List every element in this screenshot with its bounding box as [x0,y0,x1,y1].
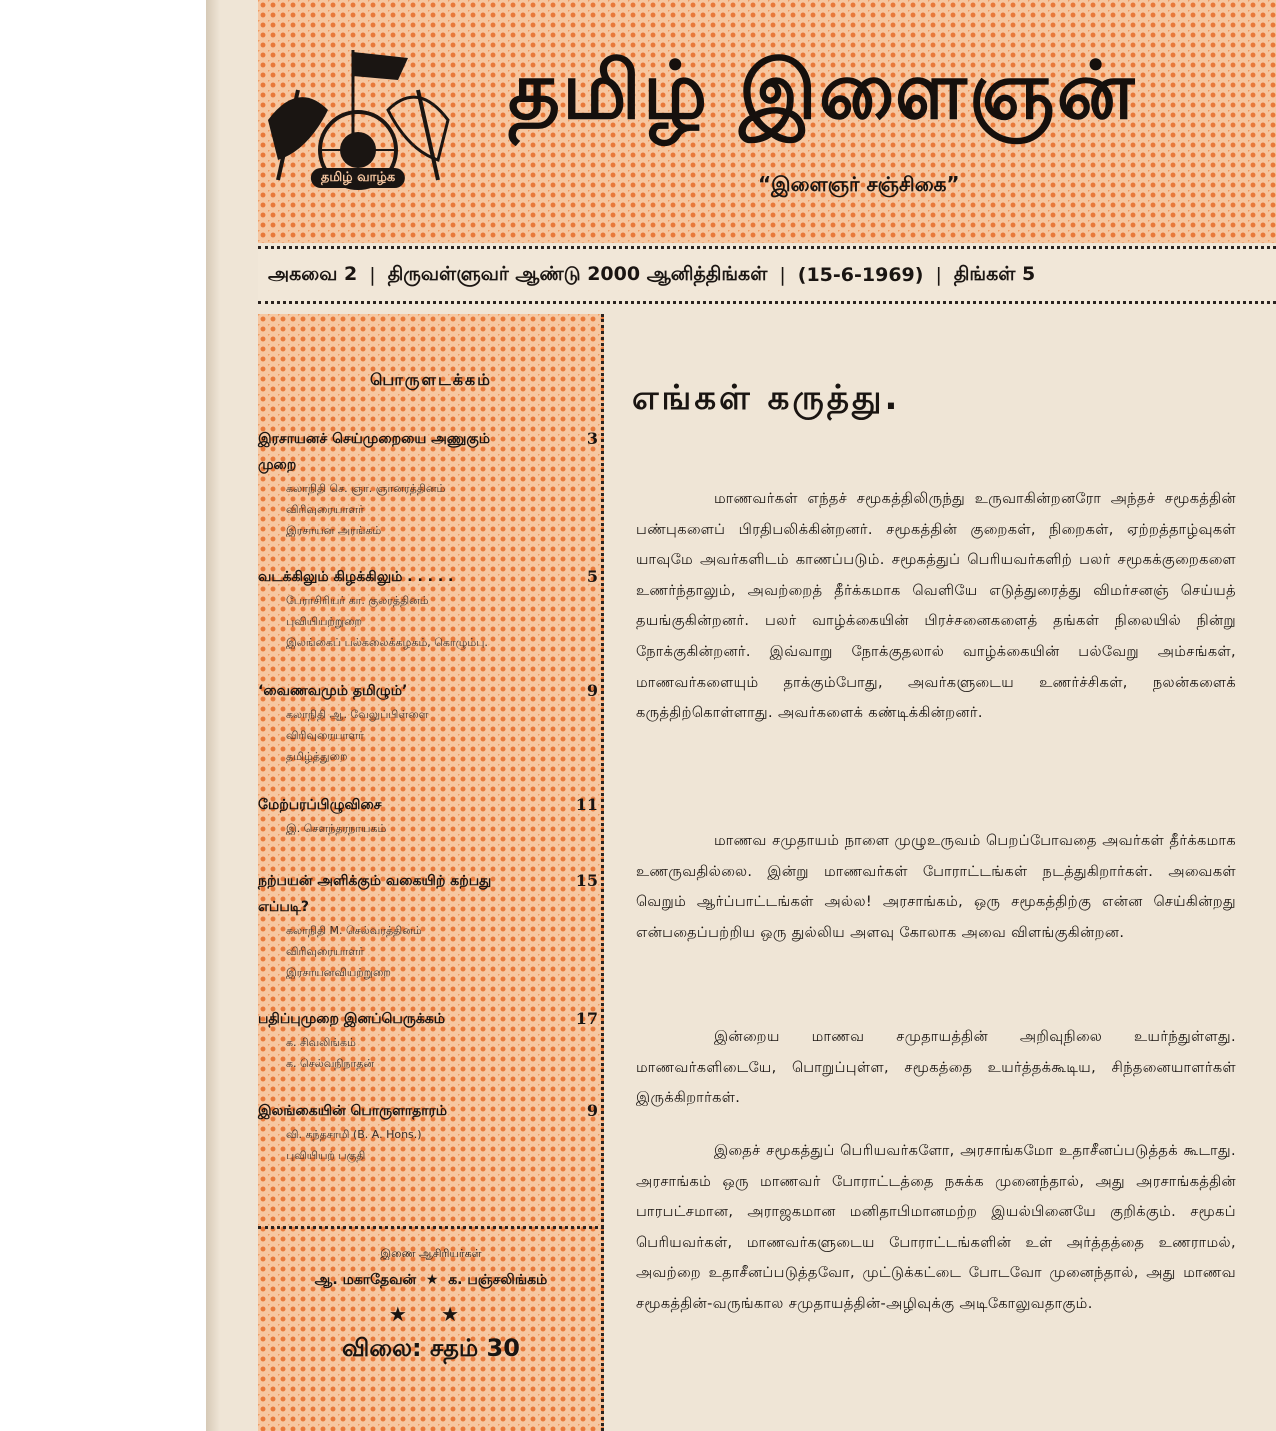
toc-entry [258,868,598,983]
emblem-motto: தமிழ் வாழ்க [311,168,405,188]
masthead [258,0,1276,243]
article-paragraph: மாணவ சமுதாயம் நாளை முழுஉருவம் பெறப்போவதை அவர்கள் தீர்க்கமாக உணருவதில்லை. இன்று மாணவர்கள் போராட்டங்கள் நடத்துகிறார்கள். அவைகள் வெறும் ஆர்ப்பாட்டங்கள் அல்ல! அரசாங்கம், ஒரு சமூகத்திற்கு என்ன செய்கின்றது என்பதைப்பற்றிய ஒரு துல்லிய அளவு கோலாக அவை விளங்குகின்றன. [636,833,1236,941]
toc-entry-author: விரிவுரையாளர் [286,503,364,516]
toc-entry [258,426,598,541]
toc-entry-page: 17 [575,1009,598,1028]
issue-date: (15-6-1969) [797,264,924,286]
toc-entry-page: 15 [575,871,598,890]
article-headline: எங்கள் கருத்து. [632,378,901,418]
article-paragraph: இதைச் சமூகத்துப் பெரியவர்களோ, அரசாங்கமோ உதாசீனப்படுத்தக் கூடாது. அரசாங்கம் ஒரு மாணவர் போராட்டத்தை நசுக்க முனைந்தால், அது அரசாங்கத்தின் பாரபட்சமான, அராஜகமான மனிதாபிமானமற்ற இயல்பினையே குறிக்கும். சமூகப் பெரியவர்கள், மாணவர்களுடைய போராட்டங்களின் உள் அர்த்தத்தை உணராமல், அவற்றை உதாசீனப்படுத்தவோ, முட்டுக்கட்டை போடவோ முனைந்தால், அது மாணவ சமூகத்தின்-வருங்கால சமுதாயத்தின்-அழிவுக்கு அடிகோலுவதாகும். [636,1143,1236,1312]
toc-entry [258,564,598,653]
toc-entry-page: 9 [586,1101,598,1120]
toc-entry-author: விரிவுரையாளர் [286,945,364,958]
toc-title: பொருளடக்கம் [369,370,493,389]
issue-month: திங்கள் 5 [953,262,1036,285]
editor-name: ஆ. மகாதேவன் [314,1272,417,1288]
toc-entry-author: பேராசிரியர் கா. குலரத்தினம் [286,594,429,607]
editors-names [258,1272,604,1290]
price-label: விலை: சதம் 30 [342,1334,520,1362]
separator: | [779,264,786,286]
toc-entry-author: புவியியற்றுறை [286,615,363,628]
toc-entry [258,792,598,839]
table-of-contents [258,314,604,1431]
issue-volume: அகவை 2 [268,262,358,285]
toc-entry-page: 3 [586,429,598,448]
article-paragraph: மாணவர்கள் எந்தச் சமூகத்திலிருந்து உருவாகின்றனரோ அந்தச் சமூகத்தின் பண்புகளைப் பிரதிபலிக்கின்றனர். சமூகத்தின் குறைகள், நிறைகள், ஏற்றத்தாழ்வுகள் யாவுமே அவர்களிடம் காணப்படும். சமூகத்துப் பெரியவர்களிற் பலர் சமூகக்குறைகளை உணர்ந்தாலும், அவற்றைத் தீர்க்கமாக வெளியே எடுத்துரைத்து விமர்சனஞ் செய்யத் தயங்குகின்றனர். பலர் வாழ்க்கையின் பிரச்சனைகளைத் தங்கள் நிலையில் நின்று நோக்குகின்றனர். இவ்வாறு நோக்குதலால் வாழ்க்கையின் பல்வேறு அம்சங்கள், மாணவர்களையும் தாக்கும்போது, அவர்களுடைய உணர்ச்சிகள், நலன்களைக் கருத்திற்கொள்ளாது. அவர்களைக் கண்டிக்கின்றனர். [636,491,1236,722]
issue-year: திருவள்ளுவர் ஆண்டு 2000 ஆனித்திங்கள் [387,262,768,285]
toc-entry-author: கலாநிதி ஆ. வேலுப்பிள்ளை [286,708,429,721]
toc-entry-page: 11 [575,795,598,814]
editors-box [258,1226,604,1431]
emblem-icon [258,40,458,220]
newspaper-page [206,0,1276,1431]
toc-entry-author: இலங்கைப் பல்கலைக்கழகம், கொழும்பு. [286,636,488,649]
toc-entry [258,1006,598,1074]
toc-entry-page: 5 [586,567,598,586]
toc-entry [258,678,598,767]
issue-info-bar [258,246,1276,304]
editorial-article [606,314,1276,1431]
star-ornament-icon: ★ ★ [388,1302,474,1326]
newspaper-subtitle: “இளைஞர் சஞ்சிகை” [758,172,960,196]
separator: | [369,264,376,286]
toc-entry-title: ‘வைணவமும் தமிழும்’ [258,683,408,699]
newspaper-title: தமிழ் இளைஞன் [508,44,1137,137]
toc-entry-author: தமிழ்த்துறை [286,750,348,763]
toc-entry-author: விரிவுரையாளர் [286,729,364,742]
toc-entry-title: வடக்கிலும் கிழக்கிலும் . . . . . [258,569,454,585]
toc-entry-author: கலாநிதி செ. ஞா. ஞானரத்தினம் [286,482,446,495]
article-paragraph: இன்றைய மாணவ சமுதாயத்தின் அறிவுநிலை உயர்ந்துள்ளது. மாணவர்களிடையே, பொறுப்புள்ள, சமூகத்தை உயர்த்தக்கூடிய, சிந்தனையாளர்கள் இருக்கிறார்கள். [636,1029,1236,1107]
toc-entry-page: 9 [586,681,598,700]
toc-entry-author: க. சிவலிங்கம் [286,1036,356,1049]
toc-entry [258,1098,598,1166]
toc-entry-author: கலாநிதி M. செல்வரத்தினம் [286,924,422,937]
toc-entry-title: பதிப்புமுறை இனப்பெருக்கம் [258,1011,445,1027]
star-icon: ★ [425,1272,439,1288]
separator: | [935,264,942,286]
editors-label: இணை ஆசிரியர்கள் [380,1247,482,1260]
toc-entry-author: வி. கந்தசாமி (B. A. Hons.) [286,1128,422,1141]
toc-entry-author: இ. சௌந்தரநாயகம் [286,822,387,835]
toc-entry-author: இரசாயன அரங்கம் [286,524,382,537]
toc-entry-author: இரசாயனவியற்றுறை [286,966,391,979]
editor-name: க. பஞ்சலிங்கம் [448,1272,548,1288]
toc-entry-title: மேற்பரப்பிழுவிசை [258,797,382,813]
toc-entry-author: புவியியற் பகுதி [286,1149,366,1162]
toc-entry-title: நற்பயன் அளிக்கும் வகையிற் கற்பது எப்படி? [258,873,492,915]
toc-entry-title: இரசாயனச் செய்முறையை அணுகும் முறை [258,431,491,473]
toc-entry-title: இலங்கையின் பொருளாதாரம் [258,1103,448,1119]
toc-entry-author: க. செல்வநிநாதன் [286,1057,375,1070]
